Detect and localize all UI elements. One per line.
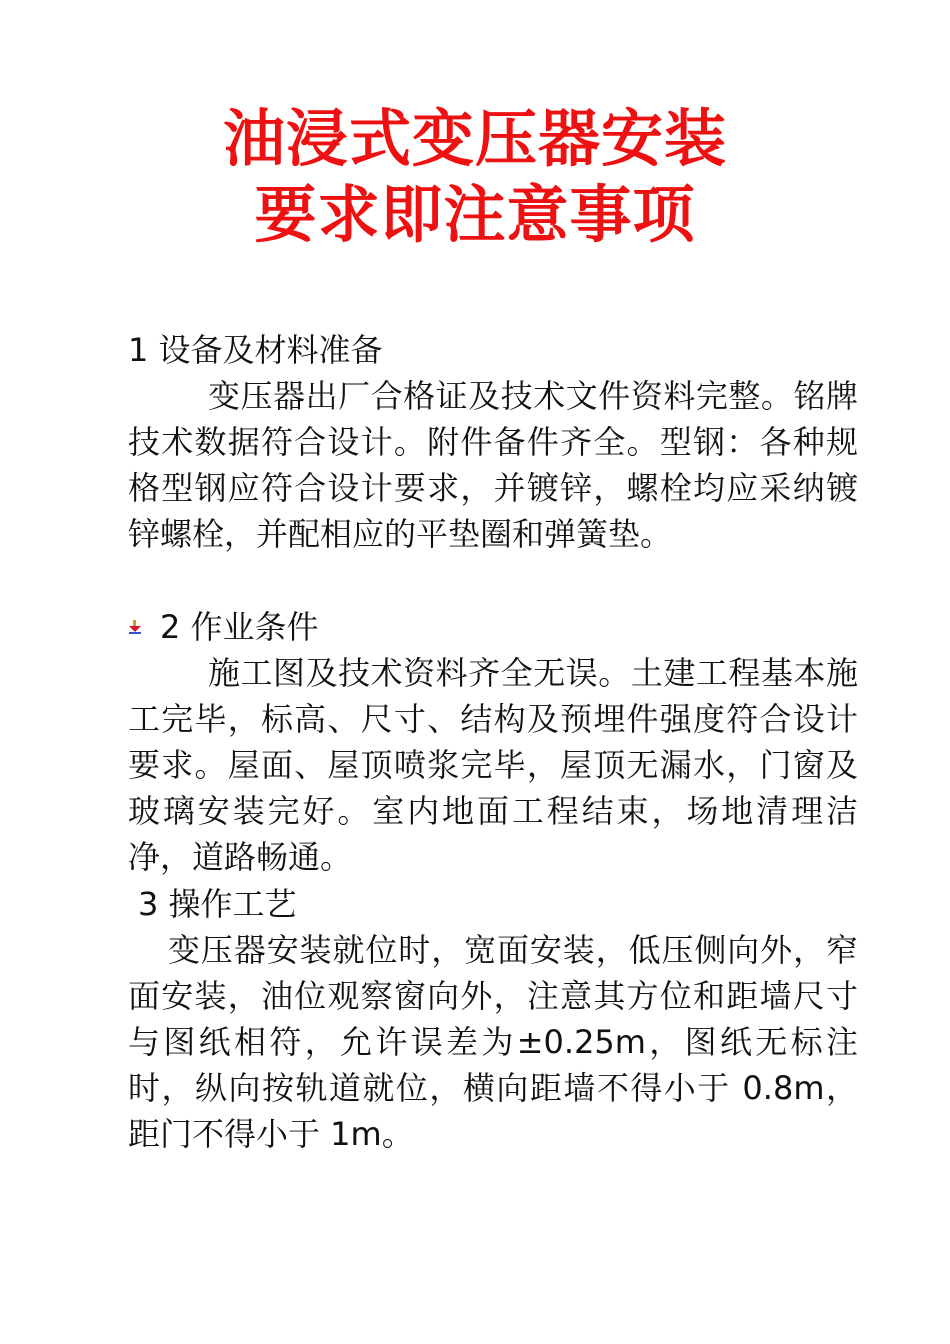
section-operation-process bbox=[128, 881, 858, 1157]
section-work-conditions bbox=[128, 604, 858, 880]
section-heading: 1 设备及材料准备 bbox=[128, 331, 383, 369]
section-heading: 3 操作工艺 bbox=[138, 885, 297, 923]
document-title-line-2: 要求即注意事项 bbox=[254, 178, 696, 251]
section-paragraph: 变压器出厂合格证及技术文件资料完整。铭牌技术数据符合设计。附件备件齐全。型钢：各种规格型钢应符合设计要求，并镀锌，螺栓均应采纳镀锌螺栓，并配相应的平垫圈和弹簧垫。 bbox=[128, 377, 858, 553]
section-heading: 2 作业条件 bbox=[160, 608, 319, 646]
section-paragraph: 施工图及技术资料齐全无误。土建工程基本施工完毕，标高、尺寸、结构及预埋件强度符合设计要求。屋面、屋顶喷浆完毕，屋顶无漏水，门窗及玻璃安装完好。室内地面工程结束，场地清理洁净，道路畅通。 bbox=[128, 654, 858, 876]
section-equipment-materials bbox=[128, 327, 858, 557]
document-title-line-1: 油浸式变压器安装 bbox=[222, 102, 727, 175]
section-heading-row bbox=[128, 604, 858, 650]
section-paragraph: 变压器安装就位时，宽面安装，低压侧向外，窄面安装，油位观察窗向外，注意其方位和距墙尺寸与图纸相符，允许误差为±0.25m，图纸无标注时，纵向按轨道就位，横向距墙不得小于 0.8m，距门不得小于 1m。 bbox=[128, 931, 858, 1153]
list-bullet-arrow-icon bbox=[128, 620, 142, 634]
